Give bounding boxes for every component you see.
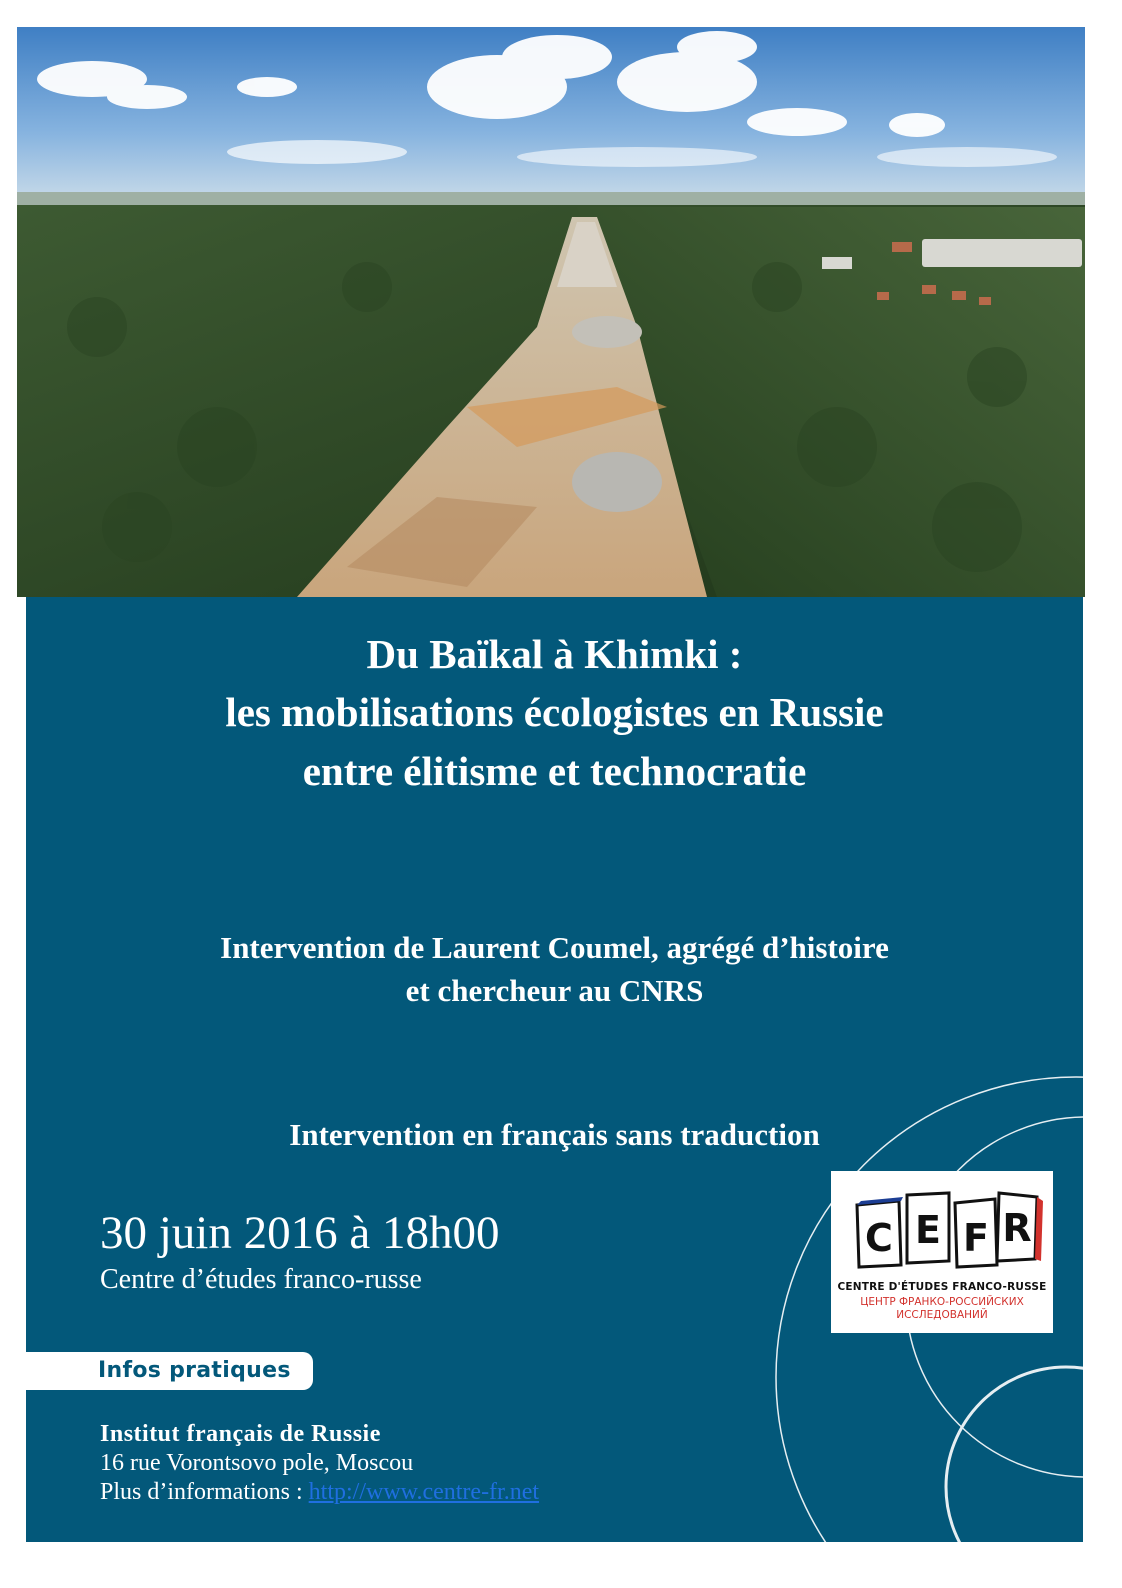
infos-pratiques-label: Infos pratiques [98, 1358, 291, 1383]
infos-pratiques-tab [26, 1352, 313, 1390]
header-photo [17, 27, 1085, 597]
speaker-line-1: Intervention de Laurent Coumel, agrégé d’histoire [220, 930, 889, 965]
more-info-label: Plus d’informations : [100, 1479, 309, 1505]
event-date: 30 juin 2016 à 18h00 [100, 1207, 500, 1259]
more-info [100, 1477, 539, 1507]
cefr-logo-mark [831, 1171, 1053, 1281]
logo-letter-c: C [865, 1216, 893, 1260]
logo-text-russian-1: ЦЕНТР ФРАНКО-РОССИЙСКИХ [860, 1296, 1024, 1308]
logo-letter-f: F [963, 1216, 989, 1260]
logo-letter-r: R [1002, 1206, 1032, 1250]
event-title-line-2: les mobilisations écologistes en Russie [225, 689, 884, 735]
speaker-line-2: et chercheur au CNRS [405, 973, 704, 1008]
logo-text-french: CENTRE D'ÉTUDES FRANCO-RUSSE [837, 1281, 1047, 1293]
institution-address: 16 rue Vorontsovo pole, Moscou [100, 1450, 414, 1476]
poster-panel [26, 597, 1083, 1542]
forest-road-photo [17, 27, 1085, 597]
cefr-logo [831, 1171, 1053, 1333]
logo-letter-e: E [915, 1208, 941, 1252]
logo-text-russian-2: ИССЛЕДОВАНИЙ [896, 1309, 988, 1321]
language-note: Intervention en français sans traduction [289, 1117, 820, 1152]
institution-name: Institut français de Russie [100, 1421, 381, 1447]
event-venue: Centre d’études franco-russe [100, 1264, 422, 1295]
website-link[interactable]: http://www.centre-fr.net [308, 1479, 540, 1505]
event-title-line-3: entre élitisme et technocratie [302, 748, 807, 794]
event-title-line-1: Du Baïkal à Khimki : [366, 631, 743, 677]
